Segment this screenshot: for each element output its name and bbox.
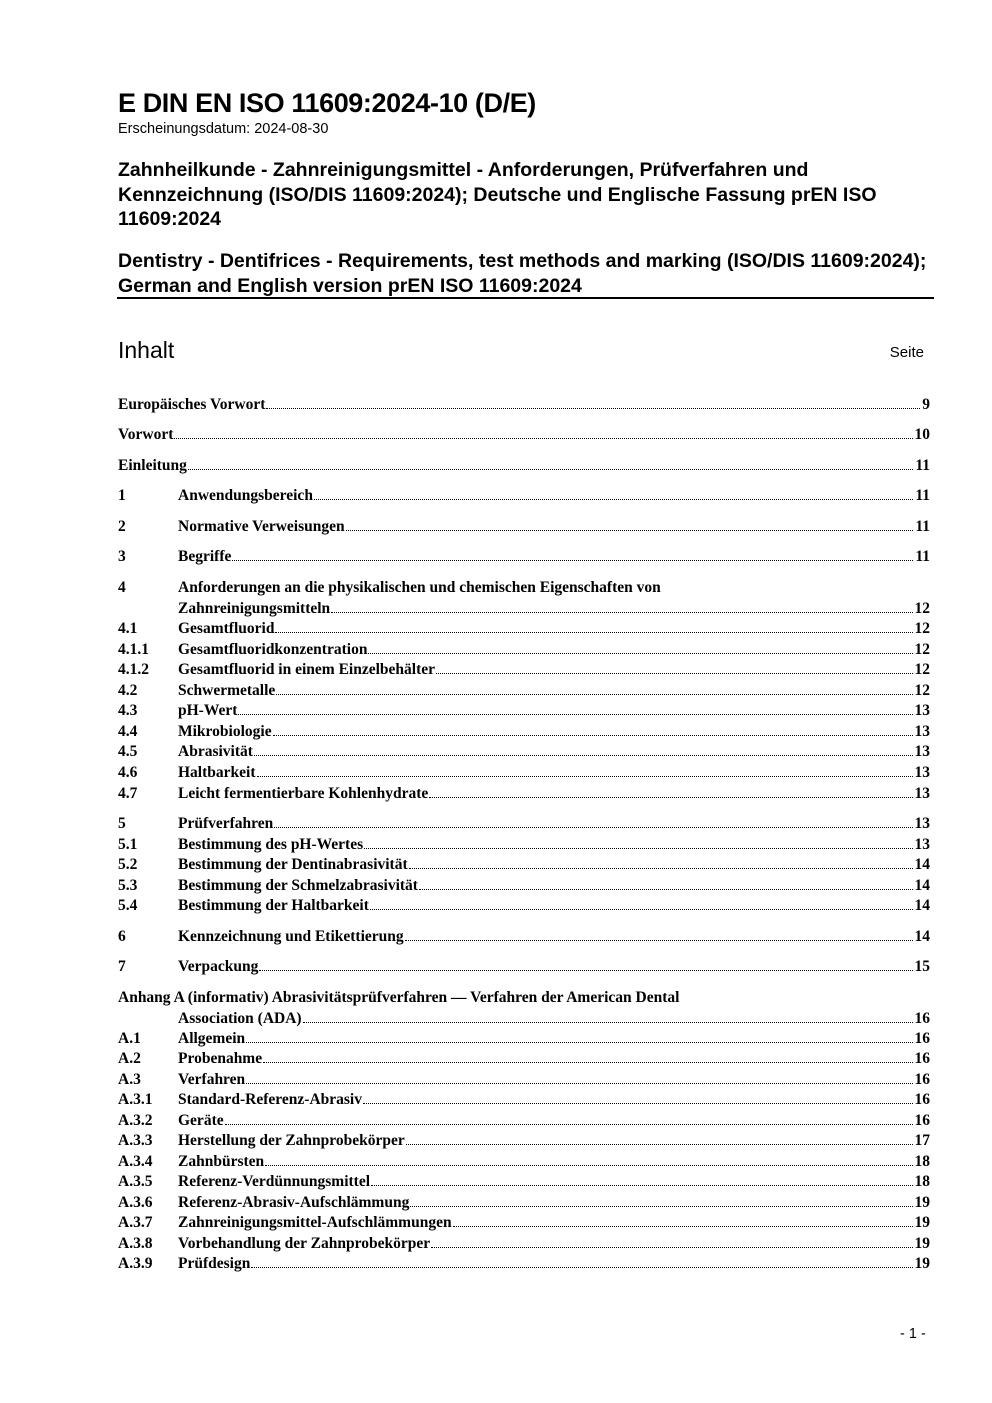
toc-dot-leader	[274, 826, 912, 828]
toc-entry[interactable]	[118, 742, 930, 762]
toc-entry-body	[178, 876, 930, 896]
toc-dot-leader	[419, 888, 913, 890]
toc-entry-body	[178, 1009, 930, 1029]
toc-entry-body	[178, 619, 930, 639]
toc-entry-title: Verpackung	[178, 958, 259, 975]
toc-entry[interactable]	[118, 896, 930, 916]
toc-entry-title: Begriffe	[178, 548, 232, 565]
toc-entry[interactable]	[118, 784, 930, 804]
toc-entry-page: 11	[915, 548, 930, 565]
toc-entry[interactable]	[118, 763, 930, 783]
toc-entry-body	[178, 640, 930, 660]
toc-entry-title: Schwermetalle	[178, 682, 276, 699]
toc-entry-body	[178, 763, 930, 783]
toc-entry-number: A.3.5	[118, 1173, 153, 1190]
toc-entry-body	[178, 1152, 930, 1172]
toc-entry-number: 4.3	[118, 702, 138, 719]
toc-entry-title-continued: Zahnreinigungsmitteln	[178, 599, 331, 617]
toc-entry-page: 11	[915, 487, 930, 504]
toc-entry[interactable]	[118, 1193, 930, 1213]
toc-entry-page: 14	[914, 928, 930, 945]
toc-entry-page: 13	[914, 764, 930, 781]
toc-entry-body	[178, 722, 930, 742]
toc-entry[interactable]	[118, 619, 930, 639]
toc-entry-title: Herstellung der Zahnprobekörper	[178, 1132, 405, 1149]
toc-entry[interactable]	[118, 681, 930, 701]
toc-dot-leader	[405, 939, 913, 941]
toc-dot-leader	[251, 1266, 912, 1268]
toc-entry-page: 13	[914, 815, 930, 832]
toc-entry-body	[178, 599, 930, 619]
toc-entry-page: 13	[914, 702, 930, 719]
toc-entry[interactable]	[118, 1254, 930, 1274]
toc-entry-page: 13	[914, 785, 930, 802]
title-german: Zahnheilkunde - Zahnreinigungsmittel - Anforderungen, Prüfverfahren und Kennzeichnung (ISO/DIS 11609:2024); Deutsche und Englische Fassung prEN ISO 11609:2024	[118, 159, 877, 230]
toc-entry[interactable]	[118, 927, 930, 947]
toc-dot-leader	[364, 847, 912, 849]
toc-entry-title: Anwendungsbereich	[178, 487, 313, 504]
toc-entry-number: A.3.8	[118, 1235, 153, 1252]
toc-entry-title: Vorwort	[118, 426, 174, 443]
toc-entry-page: 12	[914, 661, 930, 678]
toc-dot-leader	[225, 1123, 913, 1125]
toc-dot-leader	[273, 734, 913, 736]
toc-dot-leader	[431, 1246, 912, 1248]
toc-dot-leader	[266, 407, 920, 409]
toc-entry-body	[178, 1049, 930, 1069]
toc-dot-leader	[257, 775, 913, 777]
toc-entry[interactable]	[118, 425, 930, 445]
toc-entry-number: A.3.3	[118, 1132, 153, 1149]
toc-entry-page: 14	[914, 877, 930, 894]
toc-entry-title: Anhang A (informativ) Abrasivitätsprüfverfahren — Verfahren der American Dental	[118, 989, 680, 1006]
toc-entry-title: Europäisches Vorwort	[118, 396, 266, 413]
toc-entry-body	[178, 660, 930, 680]
toc-entry-number: A.3	[118, 1071, 141, 1088]
toc-entry-title: Geräte	[178, 1112, 224, 1129]
toc-entry[interactable]	[118, 1029, 930, 1049]
toc-entry-title: Allgemein	[178, 1030, 246, 1047]
toc-entry[interactable]	[118, 1049, 930, 1069]
toc-entry[interactable]	[118, 814, 930, 834]
toc-dot-leader	[346, 529, 914, 531]
toc-entry-number: A.3.6	[118, 1194, 153, 1211]
toc-entry[interactable]	[118, 660, 930, 680]
toc-entry-continuation	[118, 1009, 930, 1029]
toc-entry[interactable]	[118, 640, 930, 660]
toc-entry[interactable]	[118, 1111, 930, 1131]
toc-entry-number: 3	[118, 548, 126, 565]
toc-entry-page: 18	[914, 1153, 930, 1170]
toc-entry-page: 16	[914, 1050, 930, 1067]
document-id: E DIN EN ISO 11609:2024-10 (D/E)	[118, 88, 536, 118]
page-number: - 1 -	[900, 1326, 926, 1342]
toc-entry-page: 17	[914, 1132, 930, 1149]
toc-entry-number: 5.1	[118, 836, 138, 853]
toc-entry-title: Zahnreinigungsmittel-Aufschlämmungen	[178, 1214, 452, 1231]
toc-entry-title: pH-Wert	[178, 702, 238, 719]
toc-entry[interactable]	[118, 547, 930, 567]
toc-entry-body	[178, 896, 930, 916]
toc-dot-leader	[232, 559, 913, 561]
toc-entry[interactable]	[118, 1213, 930, 1233]
toc-dot-leader	[429, 796, 912, 798]
toc-entry-number: A.3.4	[118, 1153, 153, 1170]
toc-entry-number: 2	[118, 518, 126, 535]
toc-entry-number: A.1	[118, 1030, 141, 1047]
toc-entry-body	[178, 486, 930, 506]
toc-entry-title: Referenz-Verdünnungsmittel	[178, 1173, 371, 1190]
toc-entry-body	[178, 1193, 930, 1213]
toc-entry-number: 4.7	[118, 785, 138, 802]
toc-entry-title: Gesamtfluorid	[178, 620, 275, 637]
toc-entry-number: 4.1.1	[118, 641, 149, 658]
toc-entry-page: 10	[914, 426, 930, 443]
toc-entry-number: 7	[118, 958, 126, 975]
toc-entry-page: 13	[914, 723, 930, 740]
toc-dot-leader	[276, 693, 912, 695]
toc-entry-title: Leicht fermentierbare Kohlenhydrate	[178, 785, 429, 802]
title-english: Dentistry - Dentifrices - Requirements, test methods and marking (ISO/DIS 11609:2024); German and English version prEN ISO 11609:2024	[118, 250, 927, 297]
toc-entry-title: Mikrobiologie	[178, 723, 272, 740]
toc-entry[interactable]	[118, 988, 930, 1008]
toc-entry-body	[178, 681, 930, 701]
toc-entry[interactable]	[118, 517, 930, 537]
toc-entry-page: 12	[914, 682, 930, 699]
toc-entry-page: 18	[914, 1173, 930, 1190]
toc-dot-leader	[368, 652, 912, 654]
toc-entry[interactable]	[118, 835, 930, 855]
toc-entry-page: 14	[914, 856, 930, 873]
toc-entry-number: 1	[118, 487, 126, 504]
toc-dot-leader	[238, 713, 912, 715]
toc-entry-number: 4.4	[118, 723, 138, 740]
toc-entry-title: Prüfverfahren	[178, 815, 274, 832]
toc-entry-page: 16	[914, 1009, 930, 1027]
toc-entry-page: 12	[914, 599, 930, 617]
toc-dot-leader	[263, 1061, 912, 1063]
toc-entry-title: Haltbarkeit	[178, 764, 256, 781]
toc-entry[interactable]	[118, 395, 930, 415]
toc-dot-leader	[371, 1184, 912, 1186]
toc-entry-title: Bestimmung der Dentinabrasivität	[178, 856, 408, 873]
toc-entry-body	[178, 578, 930, 598]
toc-entry[interactable]	[118, 1090, 930, 1110]
toc-entry-title: Normative Verweisungen	[178, 518, 345, 535]
toc-entry-number: A.3.7	[118, 1214, 153, 1231]
toc-entry[interactable]	[118, 578, 930, 598]
toc-entry[interactable]	[118, 855, 930, 875]
toc-entry[interactable]	[118, 1234, 930, 1254]
toc-entry-body	[178, 742, 930, 762]
toc-entry-number: 4.1	[118, 620, 138, 637]
toc-dot-leader	[259, 969, 912, 971]
toc-dot-leader	[174, 437, 912, 439]
toc-entry-body	[178, 1131, 930, 1151]
toc-entry-title: Einleitung	[118, 457, 187, 474]
toc-entry-page: 12	[914, 641, 930, 658]
toc-entry[interactable]	[118, 1070, 930, 1090]
toc-dot-leader	[410, 1205, 912, 1207]
toc-entry-number: 6	[118, 928, 126, 945]
toc-entry[interactable]	[118, 1131, 930, 1151]
toc-entry-number: 4.2	[118, 682, 138, 699]
toc-entry-title: Bestimmung der Haltbarkeit	[178, 897, 369, 914]
toc-entry-page: 19	[914, 1255, 930, 1272]
toc-dot-leader	[406, 1143, 913, 1145]
toc-dot-leader	[188, 468, 913, 470]
toc-entry-body	[178, 855, 930, 875]
toc-entry-page: 15	[914, 958, 930, 975]
toc-entry-body	[178, 1111, 930, 1131]
toc-entry[interactable]	[118, 1152, 930, 1172]
toc-entry-body	[178, 1172, 930, 1192]
toc-dot-leader	[331, 611, 912, 613]
toc-entry-title: Kennzeichnung und Etikettierung	[178, 928, 404, 945]
toc-entry-number: 5.2	[118, 856, 138, 873]
toc-entry-number: 4	[118, 579, 126, 596]
toc-entry-title: Standard-Referenz-Abrasiv	[178, 1091, 362, 1108]
toc-entry-page: 13	[914, 743, 930, 760]
toc-dot-leader	[275, 631, 912, 633]
publication-date: Erscheinungsdatum: 2024-08-30	[118, 121, 329, 137]
toc-entry[interactable]	[118, 722, 930, 742]
toc-entry-page: 16	[914, 1112, 930, 1129]
toc-entry-body	[178, 957, 930, 977]
toc-dot-leader	[409, 867, 913, 869]
toc-entry-title: Bestimmung des pH-Wertes	[178, 836, 364, 853]
toc-entry-title: Gesamtfluorid in einem Einzelbehälter	[178, 661, 436, 678]
toc-entry-title: Zahnbürsten	[178, 1153, 265, 1170]
toc-entry-body	[178, 517, 930, 537]
toc-entry-page: 12	[914, 620, 930, 637]
toc-dot-leader	[246, 1082, 912, 1084]
toc-entry-continuation	[118, 599, 930, 619]
toc-entry-page: 11	[915, 457, 930, 474]
toc-entry-title: Gesamtfluoridkonzentration	[178, 641, 368, 658]
toc-dot-leader	[370, 908, 913, 910]
toc-entry-body	[178, 1090, 930, 1110]
toc-entry-body	[178, 1254, 930, 1274]
toc-heading: Inhalt	[118, 337, 175, 363]
toc-entry-page: 19	[914, 1194, 930, 1211]
toc-entry-body	[178, 1070, 930, 1090]
toc-entry[interactable]	[118, 701, 930, 721]
toc-entry-number: A.3.2	[118, 1112, 153, 1129]
toc-entry-title: Abrasivität	[178, 743, 253, 760]
toc-entry-title: Probenahme	[178, 1050, 263, 1067]
toc-entry-title: Referenz-Abrasiv-Aufschlämmung	[178, 1194, 410, 1211]
toc-page-column-label: Seite	[889, 344, 924, 361]
toc-entry-body	[118, 456, 930, 476]
toc-entry-number: 5.3	[118, 877, 138, 894]
toc-entry-number: A.3.1	[118, 1091, 153, 1108]
toc-entry-body	[118, 395, 930, 415]
toc-entry[interactable]	[118, 456, 930, 476]
toc-entry-page: 16	[914, 1091, 930, 1108]
toc-entry-page: 19	[914, 1214, 930, 1231]
toc-entry-page: 16	[914, 1030, 930, 1047]
toc-dot-leader	[453, 1225, 913, 1227]
toc-entry-body	[178, 1234, 930, 1254]
toc-entry-number: A.2	[118, 1050, 141, 1067]
toc-entry-title: Verfahren	[178, 1071, 246, 1088]
toc-entry[interactable]	[118, 957, 930, 977]
toc-entry-number: 4.5	[118, 743, 138, 760]
toc-dot-leader	[436, 672, 912, 674]
toc-entry[interactable]	[118, 1172, 930, 1192]
toc-entry-body	[178, 927, 930, 947]
toc-entry-page: 9	[922, 396, 930, 413]
toc-entry-page: 14	[914, 897, 930, 914]
toc-dot-leader	[303, 1021, 913, 1023]
toc-entry-number: 5.4	[118, 897, 138, 914]
toc-dot-leader	[254, 754, 913, 756]
toc-entry-title: Prüfdesign	[178, 1255, 251, 1272]
toc-entry[interactable]	[118, 876, 930, 896]
toc-entry-number: 4.6	[118, 764, 138, 781]
toc-entry-title: Bestimmung der Schmelzabrasivität	[178, 877, 418, 894]
toc-entry-body	[118, 988, 930, 1008]
toc-entry-page: 11	[915, 518, 930, 535]
toc-dot-leader	[265, 1164, 912, 1166]
toc-entry-title: Vorbehandlung der Zahnprobekörper	[178, 1235, 431, 1252]
toc-entry-body	[178, 547, 930, 567]
toc-dot-leader	[363, 1102, 913, 1104]
toc-entry-page: 16	[914, 1071, 930, 1088]
toc-entry-body	[118, 425, 930, 445]
toc-dot-leader	[246, 1041, 912, 1043]
toc-entry-body	[178, 701, 930, 721]
toc-entry-title: Anforderungen an die physikalischen und chemischen Eigenschaften von	[178, 579, 661, 596]
toc-entry-body	[178, 1213, 930, 1233]
toc-entry[interactable]	[118, 486, 930, 506]
toc-entry-number: 5	[118, 815, 126, 832]
toc-entry-number: 4.1.2	[118, 661, 149, 678]
toc-entry-body	[178, 814, 930, 834]
toc-entry-title-continued: Association (ADA)	[178, 1009, 302, 1027]
toc-entry-page: 13	[914, 836, 930, 853]
toc-entry-number: A.3.9	[118, 1255, 153, 1272]
toc-entry-body	[178, 784, 930, 804]
toc-entry-body	[178, 835, 930, 855]
toc-dot-leader	[314, 498, 913, 500]
toc-entry-page: 19	[914, 1235, 930, 1252]
toc-entry-body	[178, 1029, 930, 1049]
